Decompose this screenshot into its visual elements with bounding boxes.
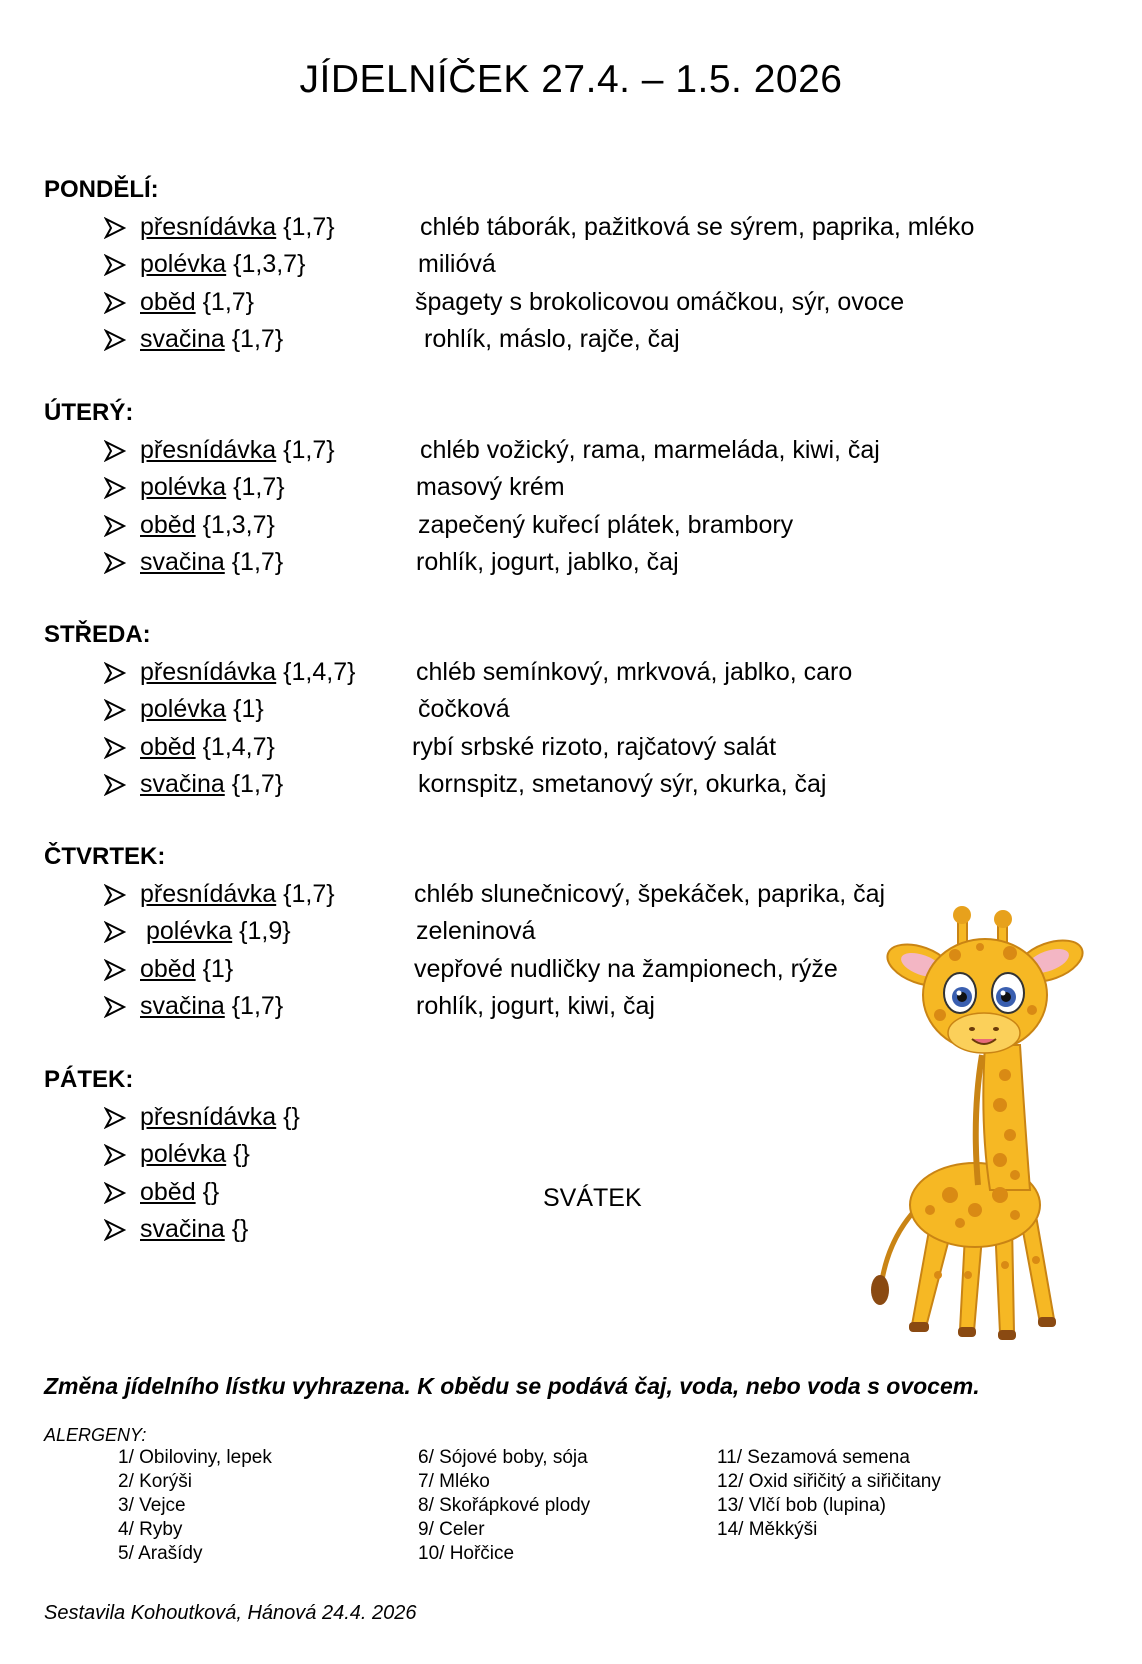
- meal-label: polévka: [146, 917, 233, 945]
- meal-food: čočková: [418, 695, 510, 723]
- meal-name: [140, 1100, 300, 1134]
- meal-allergens: {1,3,7}: [226, 250, 306, 278]
- meal-name: [140, 247, 305, 281]
- meal-food: chléb vožický, rama, marmeláda, kiwi, čaj: [420, 436, 880, 464]
- allergen-item: 9/ Celer: [418, 1519, 485, 1540]
- allergen-item: 11/ Sezamová semena: [717, 1447, 910, 1468]
- meal-label: přesnídávka: [140, 880, 277, 908]
- meal-label: polévka: [140, 695, 227, 723]
- arrow-bullet-icon: [104, 662, 126, 684]
- meal-allergens: {}: [195, 1178, 220, 1206]
- meal-allergens: {1,7}: [224, 548, 284, 576]
- meal-name: [140, 508, 275, 542]
- allergen-column-1: [118, 1446, 272, 1566]
- meal-food: zeleninová: [416, 917, 536, 945]
- arrow-bullet-icon: [104, 699, 126, 721]
- allergen-item: 14/ Měkkýši: [717, 1519, 818, 1540]
- day-heading: ČTVRTEK:: [44, 843, 166, 870]
- author-footer: Sestavila Kohoutková, Hánová 24.4. 2026: [44, 1602, 417, 1624]
- meal-food: chléb slunečnicový, špekáček, paprika, čaj: [414, 880, 886, 908]
- meal-allergens: {1,7}: [224, 325, 284, 353]
- meal-name: [140, 322, 283, 356]
- meal-label: přesnídávka: [140, 436, 277, 464]
- arrow-bullet-icon: [104, 477, 126, 499]
- meal-allergens: {1,7}: [195, 288, 255, 316]
- meal-food: kornspitz, smetanový sýr, okurka, čaj: [418, 770, 827, 798]
- meal-name: [140, 433, 335, 467]
- meal-allergens: {1,4,7}: [276, 658, 356, 686]
- meal-name: [140, 1212, 248, 1246]
- meal-name: [140, 989, 283, 1023]
- meal-label: oběd: [140, 733, 196, 761]
- meal-allergens: {1}: [226, 695, 264, 723]
- meal-row: [104, 470, 1004, 504]
- meal-label: svačina: [140, 325, 225, 353]
- meal-label: svačina: [140, 1215, 225, 1243]
- arrow-bullet-icon: [104, 515, 126, 537]
- arrow-bullet-icon: [104, 1182, 126, 1204]
- meal-name: [140, 655, 355, 689]
- meal-name: [140, 877, 335, 911]
- arrow-bullet-icon: [104, 996, 126, 1018]
- allergen-item: 12/ Oxid siřičitý a siřičitany: [717, 1471, 941, 1492]
- allergen-item: 3/ Vejce: [118, 1495, 186, 1516]
- day-heading: ÚTERÝ:: [44, 399, 134, 426]
- arrow-bullet-icon: [104, 217, 126, 239]
- meal-label: polévka: [140, 250, 227, 278]
- day-heading: PÁTEK:: [44, 1066, 134, 1093]
- meal-allergens: {1,7}: [276, 880, 335, 908]
- meal-food: masový krém: [416, 473, 565, 501]
- meal-food: rybí srbské rizoto, rajčatový salát: [412, 733, 777, 761]
- meal-label: přesnídávka: [140, 1103, 277, 1131]
- arrow-bullet-icon: [104, 254, 126, 276]
- meal-food: milióvá: [418, 250, 496, 278]
- allergen-item: 8/ Skořápkové plody: [418, 1495, 591, 1516]
- allergen-column-3: [717, 1446, 941, 1542]
- meal-row: [104, 285, 1004, 319]
- giraffe-illustration: [860, 905, 1130, 1345]
- meal-row: [104, 508, 1004, 542]
- meal-food: chléb semínkový, mrkvová, jablko, caro: [416, 658, 853, 686]
- meal-label: svačina: [140, 548, 225, 576]
- meal-name: [140, 1175, 219, 1209]
- meal-allergens: {1,9}: [232, 917, 291, 945]
- meal-label: oběd: [140, 511, 196, 539]
- arrow-bullet-icon: [104, 329, 126, 351]
- meal-label: přesnídávka: [140, 658, 277, 686]
- arrow-bullet-icon: [104, 921, 126, 943]
- allergen-item: 4/ Ryby: [118, 1519, 183, 1540]
- meal-name: [140, 952, 233, 986]
- meal-food: chléb táborák, pažitková se sýrem, paprika, mléko: [420, 213, 975, 241]
- arrow-bullet-icon: [104, 774, 126, 796]
- meal-label: svačina: [140, 770, 225, 798]
- meal-label: přesnídávka: [140, 213, 277, 241]
- allergen-item: 10/ Hořčice: [418, 1543, 515, 1564]
- meal-name: [140, 210, 335, 244]
- meal-allergens: {}: [276, 1103, 300, 1131]
- meal-label: oběd: [140, 955, 196, 983]
- meal-allergens: {1,7}: [276, 213, 335, 241]
- meal-allergens: {}: [224, 1215, 249, 1243]
- meal-allergens: {1,7}: [224, 770, 284, 798]
- arrow-bullet-icon: [104, 1107, 126, 1129]
- meal-allergens: {1}: [195, 955, 234, 983]
- day-heading: PONDĚLÍ:: [44, 176, 159, 203]
- allergen-item: 13/ Vlčí bob (lupina): [717, 1495, 886, 1516]
- arrow-bullet-icon: [104, 552, 126, 574]
- allergen-item: 2/ Korýši: [118, 1471, 192, 1492]
- meal-allergens: {1,7}: [276, 436, 335, 464]
- meal-row: [104, 655, 1004, 689]
- arrow-bullet-icon: [104, 292, 126, 314]
- arrow-bullet-icon: [104, 884, 126, 906]
- arrow-bullet-icon: [104, 1219, 126, 1241]
- meal-name: [140, 767, 283, 801]
- arrow-bullet-icon: [104, 1144, 126, 1166]
- menu-change-note: Změna jídelního lístku vyhrazena. K obědu se podává čaj, voda, nebo voda s ovocem.: [44, 1373, 980, 1399]
- meal-name: [140, 1137, 250, 1171]
- day-heading: STŘEDA:: [44, 621, 151, 648]
- meal-food: rohlík, jogurt, jablko, čaj: [416, 548, 679, 576]
- meal-label: polévka: [140, 1140, 227, 1168]
- meal-label: polévka: [140, 473, 227, 501]
- meal-food: zapečený kuřecí plátek, brambory: [418, 511, 794, 539]
- meal-row: [104, 730, 1004, 764]
- allergens-heading: ALERGENY:: [44, 1425, 147, 1445]
- meal-row: [104, 433, 1004, 467]
- meal-label: oběd: [140, 1178, 196, 1206]
- allergen-item: 1/ Obiloviny, lepek: [118, 1447, 272, 1468]
- meal-row: [104, 210, 1004, 244]
- meal-food: rohlík, jogurt, kiwi, čaj: [416, 992, 655, 1020]
- meal-name: [140, 692, 264, 726]
- meal-label: svačina: [140, 992, 225, 1020]
- allergen-item: 7/ Mléko: [418, 1471, 490, 1492]
- meal-row: [104, 322, 1004, 356]
- meal-row: [104, 545, 1004, 579]
- meal-name: [146, 914, 291, 948]
- holiday-label: SVÁTEK: [543, 1184, 642, 1212]
- arrow-bullet-icon: [104, 959, 126, 981]
- meal-allergens: {1,7}: [224, 992, 284, 1020]
- meal-food: špagety s brokolicovou omáčkou, sýr, ovoce: [415, 288, 905, 316]
- meal-label: oběd: [140, 288, 196, 316]
- allergen-item: 5/ Arašídy: [118, 1543, 203, 1564]
- arrow-bullet-icon: [104, 440, 126, 462]
- meal-name: [140, 470, 285, 504]
- meal-allergens: {1,4,7}: [195, 733, 275, 761]
- meal-row: [104, 247, 1004, 281]
- meal-allergens: {1,7}: [226, 473, 285, 501]
- meal-allergens: {1,3,7}: [195, 511, 275, 539]
- meal-food: vepřové nudličky na žampionech, rýže: [414, 955, 838, 983]
- meal-name: [140, 285, 254, 319]
- meal-name: [140, 730, 275, 764]
- meal-allergens: {}: [226, 1140, 250, 1168]
- meal-name: [140, 545, 283, 579]
- allergen-column-2: [418, 1446, 590, 1566]
- meal-row: [104, 767, 1004, 801]
- meal-food: rohlík, máslo, rajče, čaj: [424, 325, 680, 353]
- arrow-bullet-icon: [104, 737, 126, 759]
- page-title: JÍDELNÍČEK 27.4. – 1.5. 2026: [299, 58, 843, 101]
- meal-row: [104, 692, 1004, 726]
- allergen-item: 6/ Sójové boby, sója: [418, 1447, 588, 1468]
